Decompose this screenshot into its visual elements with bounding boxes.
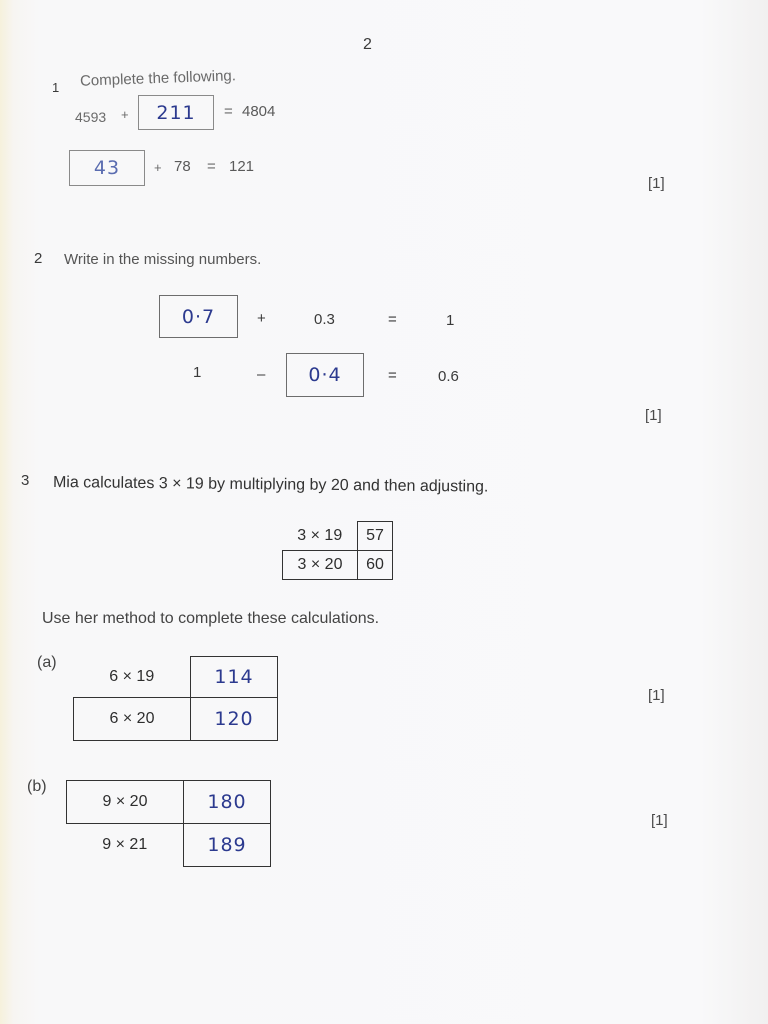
q3a-label: (a) <box>37 654 57 671</box>
q3a-expr-2: 6 × 20 <box>74 698 191 741</box>
q1-row1-answer-box[interactable] <box>138 95 214 130</box>
q2-row1-op: + <box>257 310 266 327</box>
q2-row2-op: – <box>257 366 266 383</box>
q3b-table <box>66 780 271 867</box>
q1-row1-eq: = <box>224 103 233 120</box>
q2-row2-right: 0.6 <box>438 368 459 385</box>
q3b-answer-1: 180 <box>207 791 247 813</box>
q3-instruction: Use her method to complete these calculations. <box>42 610 380 627</box>
q1-row2-answer-box[interactable] <box>69 150 145 186</box>
q3b-mark: [1] <box>651 812 668 829</box>
table-row <box>67 781 271 824</box>
table-row <box>283 522 393 551</box>
q2-row1-answer-box[interactable] <box>159 295 238 338</box>
q2-row2-answer-box[interactable] <box>286 353 364 397</box>
q2-number: 2 <box>34 250 43 267</box>
q2-row1-answer: 0·7 <box>181 305 216 328</box>
q3b-expr-1: 9 × 20 <box>67 781 184 824</box>
q3-example-value-2: 60 <box>358 551 393 580</box>
q3a-expr-1: 6 × 19 <box>74 657 191 698</box>
q1-row1-answer: 211 <box>156 101 196 124</box>
q3a-answer-cell-1[interactable] <box>191 657 278 698</box>
q2-row2-left: 1 <box>193 364 202 381</box>
q3-example-expr-1: 3 × 19 <box>283 522 358 551</box>
q1-row1-right: 4804 <box>242 103 276 120</box>
page-number: 2 <box>363 36 372 53</box>
q1-prompt: Complete the following. <box>79 67 237 90</box>
q3b-label: (b) <box>27 778 47 795</box>
q1-row2-eq: = <box>207 158 216 175</box>
q1-row2-op: + <box>154 160 162 175</box>
q3a-answer-1: 114 <box>214 666 254 688</box>
q3a-table <box>73 656 278 741</box>
q3-example-table <box>282 521 393 580</box>
q3b-answer-2: 189 <box>207 834 247 856</box>
q2-row2-answer: 0·4 <box>308 364 342 386</box>
q3a-answer-2: 120 <box>214 708 254 730</box>
q3-example-expr-2: 3 × 20 <box>283 551 358 580</box>
table-row <box>74 657 278 698</box>
q3a-answer-cell-2[interactable] <box>191 698 278 741</box>
q3-number: 3 <box>21 472 30 489</box>
q3-example-value-1: 57 <box>358 522 393 551</box>
table-row <box>74 698 278 741</box>
q2-row1-eq: = <box>388 311 397 328</box>
q1-mark: [1] <box>648 175 665 192</box>
q3b-expr-2: 9 × 21 <box>67 824 184 867</box>
table-row <box>283 551 393 580</box>
q3-prompt: Mia calculates 3 × 19 by multiplying by 20 and then adjusting. <box>52 474 489 496</box>
table-row <box>67 824 271 867</box>
q1-row2-answer: 43 <box>93 157 121 179</box>
q1-row1-left: 4593 <box>75 109 107 125</box>
q2-row2-eq: = <box>388 367 397 384</box>
q3a-mark: [1] <box>648 687 665 704</box>
q2-row1-right: 1 <box>446 312 455 329</box>
q2-row1-middle: 0.3 <box>314 311 335 328</box>
q2-mark: [1] <box>645 407 662 424</box>
q1-row2-middle: 78 <box>174 158 191 175</box>
q2-prompt: Write in the missing numbers. <box>64 251 262 268</box>
q1-row1-op: + <box>121 107 129 122</box>
q1-number: 1 <box>52 80 60 95</box>
q3b-answer-cell-2[interactable] <box>184 824 271 867</box>
q1-row2-right: 121 <box>229 158 255 175</box>
q3b-answer-cell-1[interactable] <box>184 781 271 824</box>
